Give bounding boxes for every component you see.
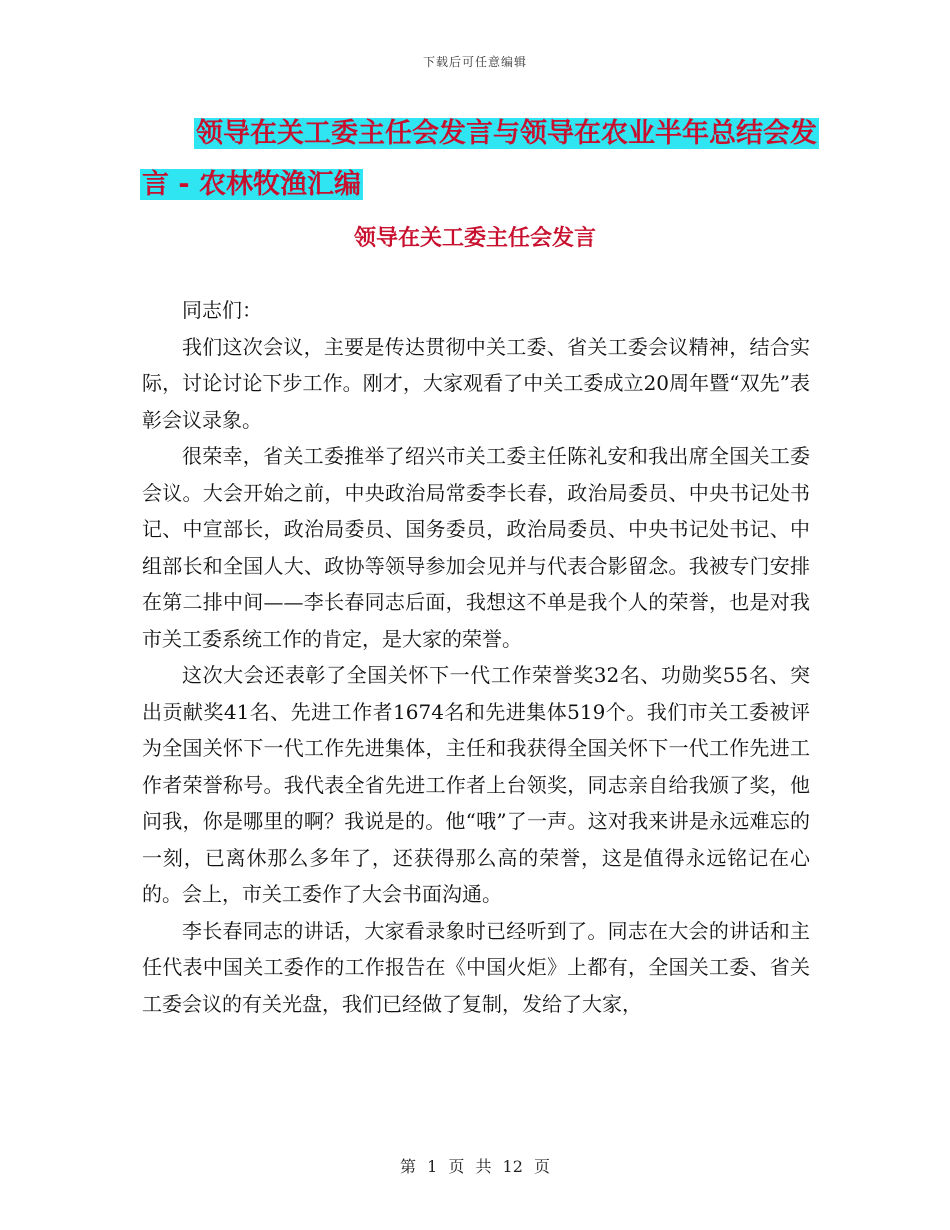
- paragraph: 这次大会还表彰了全国关怀下一代工作荣誉奖32名、功勋奖55名、突出贡献奖41名、先进工作者1674名和先进集体519个。我们市关工委被评为全国关怀下一代工作先进集体，主任和我获得全国关怀下一代工作先进工作者荣誉称号。我代表全省先进工作者上台领奖，同志亲自给我颁了奖，他问我，你是哪里的啊？我说是的。他“哦”了一声。这对我来讲是永远难忘的一刻，已离休那么多年了，还获得那么高的荣誉，这是值得永远铭记在心的。会上，市关工委作了大会书面沟通。: [142, 663, 810, 906]
- document-title-line-2: [140, 159, 810, 210]
- paragraph: 我们这次会议，主要是传达贯彻中关工委、省关工委会议精神，结合实际，讨论讨论下步工作。刚才，大家观看了中关工委成立20周年暨“双先”表彰会议录象。: [142, 334, 810, 432]
- title-highlight-1: 领导在关工委主任会发言与领导在农业半年总结会发: [196, 118, 817, 149]
- page-number-footer: 第 1 页 共 12 页: [400, 1157, 550, 1176]
- document-title-line-1: [140, 108, 817, 159]
- section-title: 领导在关工委主任会发言: [353, 226, 596, 251]
- paragraph: 很荣幸，省关工委推举了绍兴市关工委主任陈礼安和我出席全国关工委会议。大会开始之前，中央政治局常委李长春，政治局委员、中央书记处书记、中宣部长，政治局委员、国务委员，政治局委员、中央书记处书记、中组部长和全国人大、政协等领导参加会见并与代表合影留念。我被专门安排在第二排中间——李长春同志后面，我想这不单是我个人的荣誉，也是对我市关工委系统工作的肯定，是大家的荣誉。: [142, 444, 810, 651]
- document-title: [140, 108, 817, 210]
- document-body: [142, 292, 810, 1022]
- paragraph-greeting: 同志们：: [182, 298, 262, 322]
- title-highlight-2: 言 - 农林牧渔汇编: [142, 169, 362, 200]
- paragraph: 李长春同志的讲话，大家看录象时已经听到了。同志在大会的讲话和主任代表中国关工委作的工作报告在《中国火炬》上都有，全国关工委、省关工委会议的有关光盘，我们已经做了复制，发给了大家，: [142, 918, 810, 1016]
- page-header-note: 下载后可任意编辑: [422, 55, 527, 69]
